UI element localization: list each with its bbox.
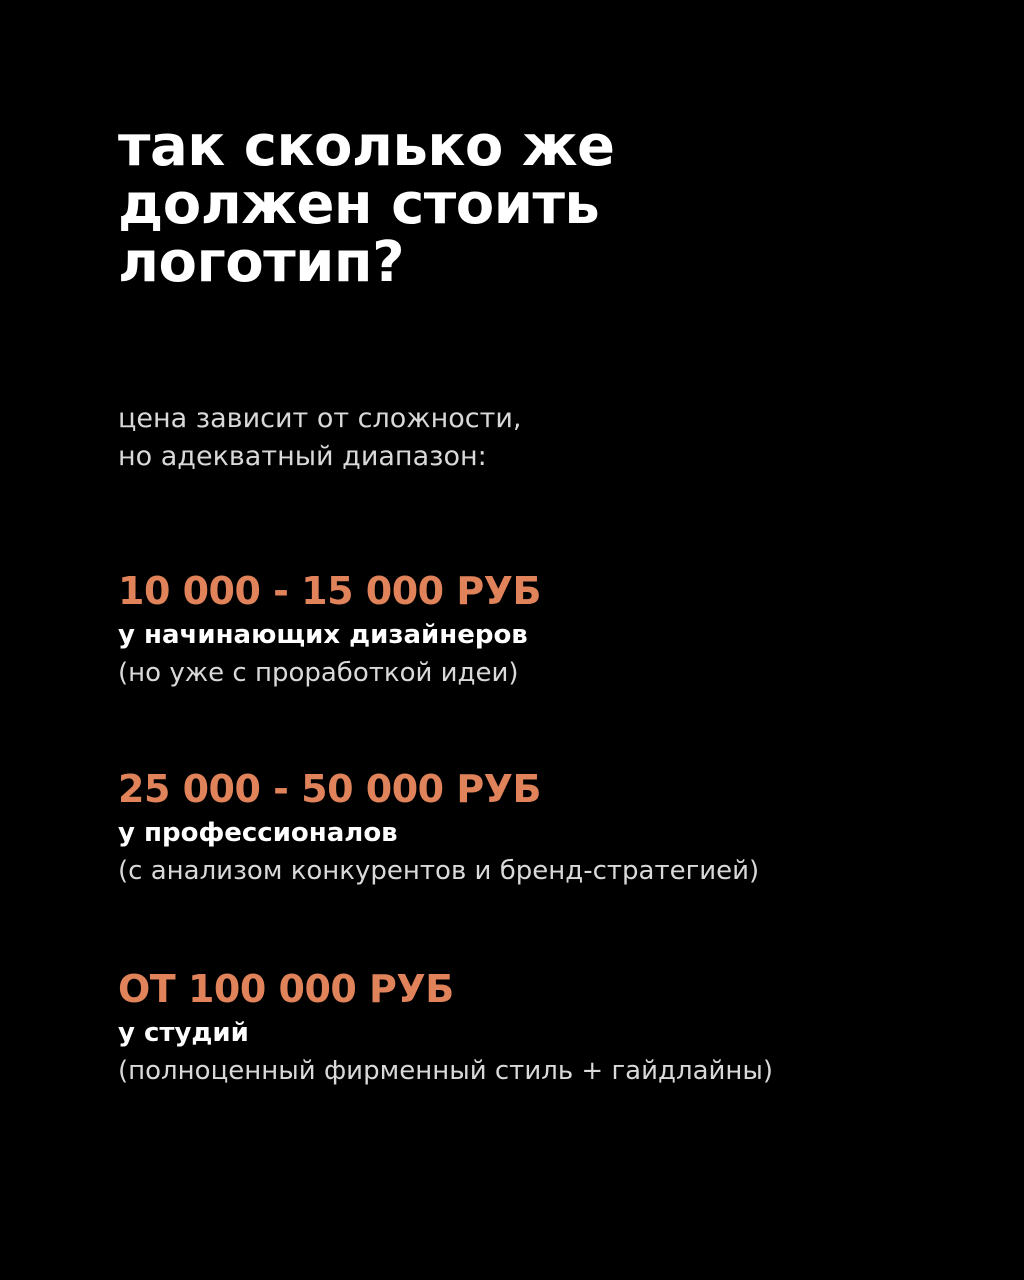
tier-price: ОТ 100 000 РУБ: [118, 967, 454, 1011]
tier-audience: у начинающих дизайнеров: [118, 620, 528, 650]
price-tier-professionals: [118, 766, 978, 890]
tier-price: 10 000 - 15 000 РУБ: [118, 569, 541, 613]
intro-line: цена зависит от сложности,: [118, 403, 522, 434]
title-line: так сколько же: [118, 114, 615, 179]
tier-audience: у профессионалов: [118, 818, 398, 848]
title-line: логотип?: [118, 230, 405, 295]
intro-text: [118, 400, 918, 476]
price-tier-beginners: [118, 568, 978, 692]
tier-note: (с анализом конкурентов и бренд-стратегией): [118, 856, 760, 886]
intro-line: но адекватный диапазон:: [118, 441, 487, 472]
tier-note: (но уже с проработкой идеи): [118, 658, 519, 688]
tier-note: (полноценный фирменный стиль + гайдлайны): [118, 1056, 774, 1086]
tier-audience: у студий: [118, 1018, 249, 1048]
tier-price: 25 000 - 50 000 РУБ: [118, 767, 541, 811]
slide-title: [118, 114, 918, 295]
price-tier-studios: [118, 966, 978, 1090]
title-line: должен стоить: [118, 172, 600, 237]
